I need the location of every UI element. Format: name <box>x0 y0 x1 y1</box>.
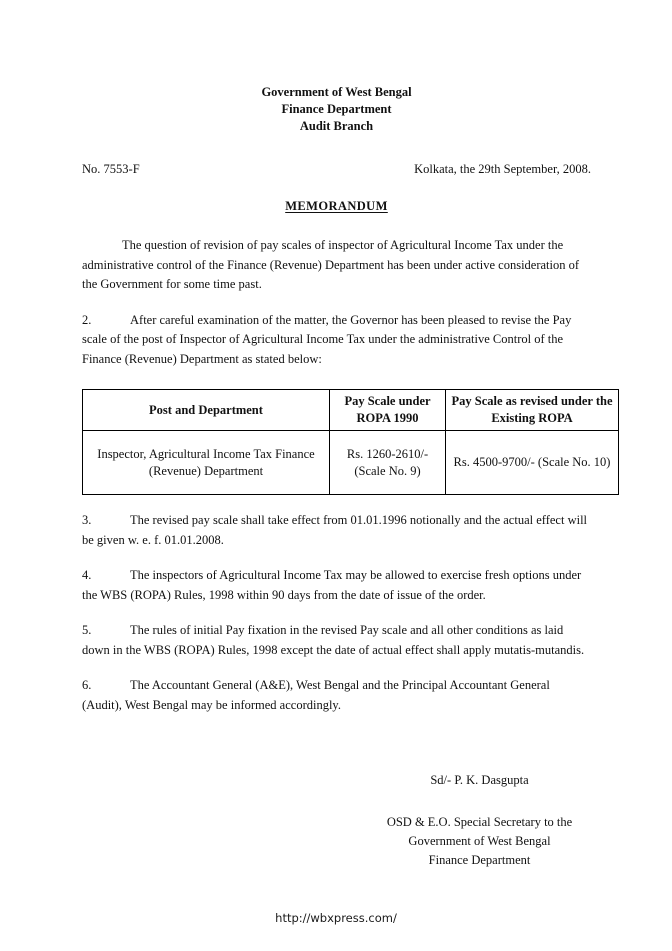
footer-url: http://wbxpress.com/ <box>275 911 397 925</box>
paragraph-5-number: 5. <box>82 623 92 637</box>
table-header-row <box>83 390 619 431</box>
cell-old-scale: Rs. 1260-2610/- (Scale No. 9) <box>330 431 446 495</box>
document-body <box>82 0 613 870</box>
paragraph-3 <box>82 511 591 550</box>
paragraph-1-text: The question of revision of pay scales of inspector of Agricultural Income Tax under the administrative control of the Finance (Revenue) Department has been under active consideration of the Government for some time past. <box>82 238 580 291</box>
document-title-text: MEMORANDUM <box>285 199 388 213</box>
paragraph-4-text: The inspectors of Agricultural Income Tax may be allowed to exercise fresh options under the WBS (ROPA) Rules, 1998 within 90 days from the date of issue of the order. <box>82 568 582 602</box>
pay-scale-table-head <box>83 390 619 431</box>
letterhead-branch: Audit Branch <box>299 119 374 133</box>
paragraph-6 <box>82 676 591 715</box>
paragraph-4 <box>82 566 591 605</box>
designation-line-2: Government of West Bengal <box>408 834 551 848</box>
paragraph-4-number: 4. <box>82 568 92 582</box>
column-header-post: Post and Department <box>83 390 330 431</box>
letterhead-department: Finance Department <box>281 102 392 116</box>
memo-number: No. 7553-F <box>82 162 140 176</box>
paragraph-6-text: The Accountant General (A&E), West Bengal and the Principal Accountant General (Audit), West Bengal may be informed accordingly. <box>82 678 550 712</box>
paragraph-2-text: After careful examination of the matter, the Governor has been pleased to revise the Pay scale of the post of Inspector of Agricultural Income Tax under the administrative Control of the Finance (Revenue) Department as stated below: <box>82 312 572 366</box>
paragraph-3-text: The revised pay scale shall take effect from 01.01.1996 notionally and the actual effect will be given w. e. f. 01.01.2008. <box>82 513 588 547</box>
reference-line <box>82 161 591 177</box>
paragraph-2-number: 2. <box>82 312 92 327</box>
table-row <box>83 431 619 495</box>
column-header-old-scale: Pay Scale under ROPA 1990 <box>330 390 446 431</box>
document-title <box>82 199 591 214</box>
paragraph-6-number: 6. <box>82 678 92 692</box>
paragraph-5-text: The rules of initial Pay fixation in the revised Pay scale and all other conditions as laid down in the WBS (ROPA) Rules, 1998 except the date of actual effect shall apply mutatis-mutandis. <box>82 623 585 657</box>
letterhead <box>82 84 591 135</box>
signature-block <box>82 771 591 870</box>
designation-line-3: Finance Department <box>428 853 531 867</box>
signature-inner <box>387 771 572 870</box>
column-header-new-scale: Pay Scale as revised under the Existing ROPA <box>446 390 619 431</box>
paragraph-3-number: 3. <box>82 513 92 527</box>
paragraph-2 <box>82 311 591 370</box>
pay-scale-table-body <box>83 431 619 495</box>
designation-line-1: OSD & E.O. Special Secretary to the <box>386 815 573 829</box>
letterhead-government: Government of West Bengal <box>261 85 412 99</box>
place-and-date: Kolkata, the 29th September, 2008. <box>414 162 591 176</box>
signatory-designation <box>387 813 572 870</box>
paragraph-5 <box>82 621 591 660</box>
pay-scale-table <box>82 389 619 495</box>
paragraph-1 <box>82 236 591 295</box>
cell-new-scale: Rs. 4500-9700/- (Scale No. 10) <box>446 431 619 495</box>
signatory-name: Sd/- P. K. Dasgupta <box>430 773 529 787</box>
cell-post: Inspector, Agricultural Income Tax Finance (Revenue) Department <box>83 431 330 495</box>
